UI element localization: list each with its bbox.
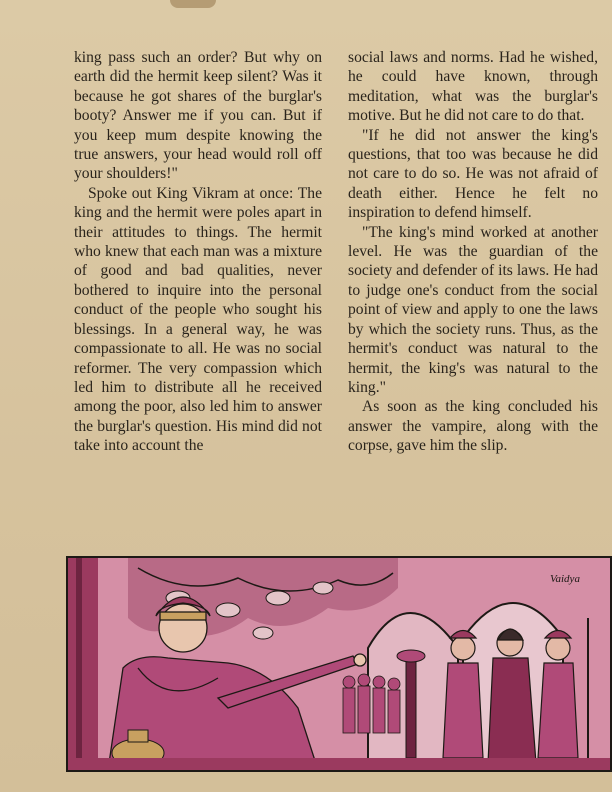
paragraph: king pass such an order? But why on earth did the hermit keep silent? Was it because he got shares of the burglar's booty? Answer me if you can. But if you keep mum despite knowing the true answers, your head would roll off your shoulders!" (74, 49, 322, 183)
paragraph: social laws and norms. Had he wished, he could have known, through meditation, what was the burglar's motive. But he did not care to do that. (348, 49, 598, 125)
paragraph: Spoke out King Vikram at once: The king and the hermit were poles apart in their attitudes to things. The hermit who knew that each man was a mixture of good and bad qualities, never bothered to inquire into the personal conduct of the people who sought his blessings. In a general way, he was compassionate to all. He was no social reformer. The very compassion which led him to distribute all he received among the poor, also led him to answer the burglar's question. His mind did not take into account the (74, 184, 322, 455)
paragraph: "The king's mind worked at another level. He was the guardian of the society and defender of its laws. He had to judge one's conduct from the social point of view and apply to one the laws by which the society runs. Thus, as the hermit's conduct was natural to the hermit, the king's was natural to the king." (348, 223, 598, 396)
story-text (74, 48, 600, 538)
court-scene-illustration (66, 556, 612, 772)
illustration-drawing (68, 558, 610, 770)
paragraph: "If he did not answer the king's questions, that too was because he did not care to do so. He was not afraid of death either. Hence he felt no inspiration to defend himself. (348, 126, 598, 222)
left-column (74, 48, 322, 456)
page-edge-mark (170, 0, 216, 8)
right-column (348, 48, 598, 456)
paragraph: As soon as the king concluded his answer the vampire, along with the corpse, gave him the slip. (348, 398, 598, 455)
artist-signature: Vaidya (550, 573, 580, 585)
